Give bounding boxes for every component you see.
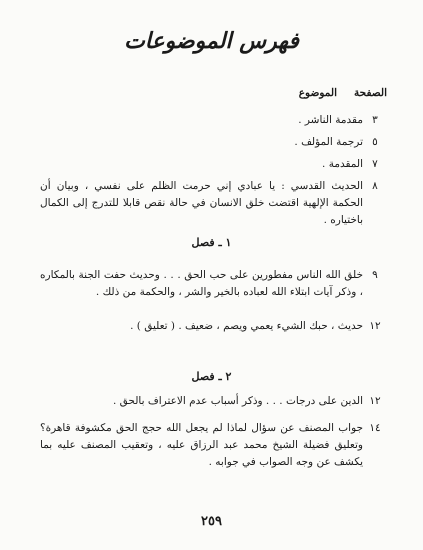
entry-page: ٩	[372, 269, 378, 281]
entry-page: ٧	[372, 158, 378, 170]
entry-text: ترجمة المؤلف .	[294, 136, 363, 148]
entry-text: جواب المصنف عن سؤال لماذا لم يجعل الله حجج الحق مكشوفة قاهرة؟ وتعليق فضيلة الشيخ محمد عبد الرزاق عليه ، وتعقيب المصنف عليه بما يكشف عن وجه الصواب في جوابه .	[40, 422, 363, 468]
entry-page: ١٢	[369, 320, 381, 332]
section-heading: ٢ ـ فصل	[191, 370, 232, 383]
toc-entry	[40, 156, 387, 173]
toc-entry	[40, 112, 387, 129]
entry-text: مقدمة الناشر .	[298, 114, 363, 126]
topic-column-header: الموضوع	[298, 87, 337, 99]
page-number: ٢٥٩	[201, 514, 222, 529]
toc-entry	[40, 420, 387, 471]
table-header	[40, 87, 387, 99]
entry-text: حديث ، حبك الشيء يعمي ويصم ، ضعيف . ( تعليق ) .	[130, 320, 363, 332]
toc-entry	[40, 393, 387, 410]
entry-page: ٨	[372, 180, 378, 192]
toc-entry	[40, 267, 387, 301]
entry-text: خلق الله الناس مفطورين على حب الحق . . . وحديث حفت الجنة بالمكاره ، وذكر آيات ابتلاء الله لعباده بالخير والشر ، والحكمة من ذلك .	[40, 269, 363, 298]
entry-page: ١٢	[369, 395, 381, 407]
entry-page: ٥	[372, 136, 378, 148]
toc-entry	[40, 134, 387, 151]
entry-text: المقدمة .	[322, 158, 363, 170]
entry-page: ٣	[372, 114, 378, 126]
section-heading: ١ ـ فصل	[191, 236, 232, 249]
entry-text: الحديث القدسي : يا عبادي إني حرمت الظلم على نفسي ، وبيان أن الحكمة الإلهية اقتضت خلق الانسان في حالة نقص قابلا للتدرج إلى الكمال باختياره .	[40, 180, 363, 226]
entry-text: الدين على درجات . . . وذكر أسباب عدم الاعتراف بالحق .	[113, 395, 363, 407]
toc-entry	[40, 318, 387, 335]
entry-page: ١٤	[369, 422, 381, 434]
page-column-header: الصفحة	[354, 87, 387, 99]
toc-entry	[40, 178, 387, 229]
page-title: فهرس الموضوعات	[124, 28, 299, 54]
